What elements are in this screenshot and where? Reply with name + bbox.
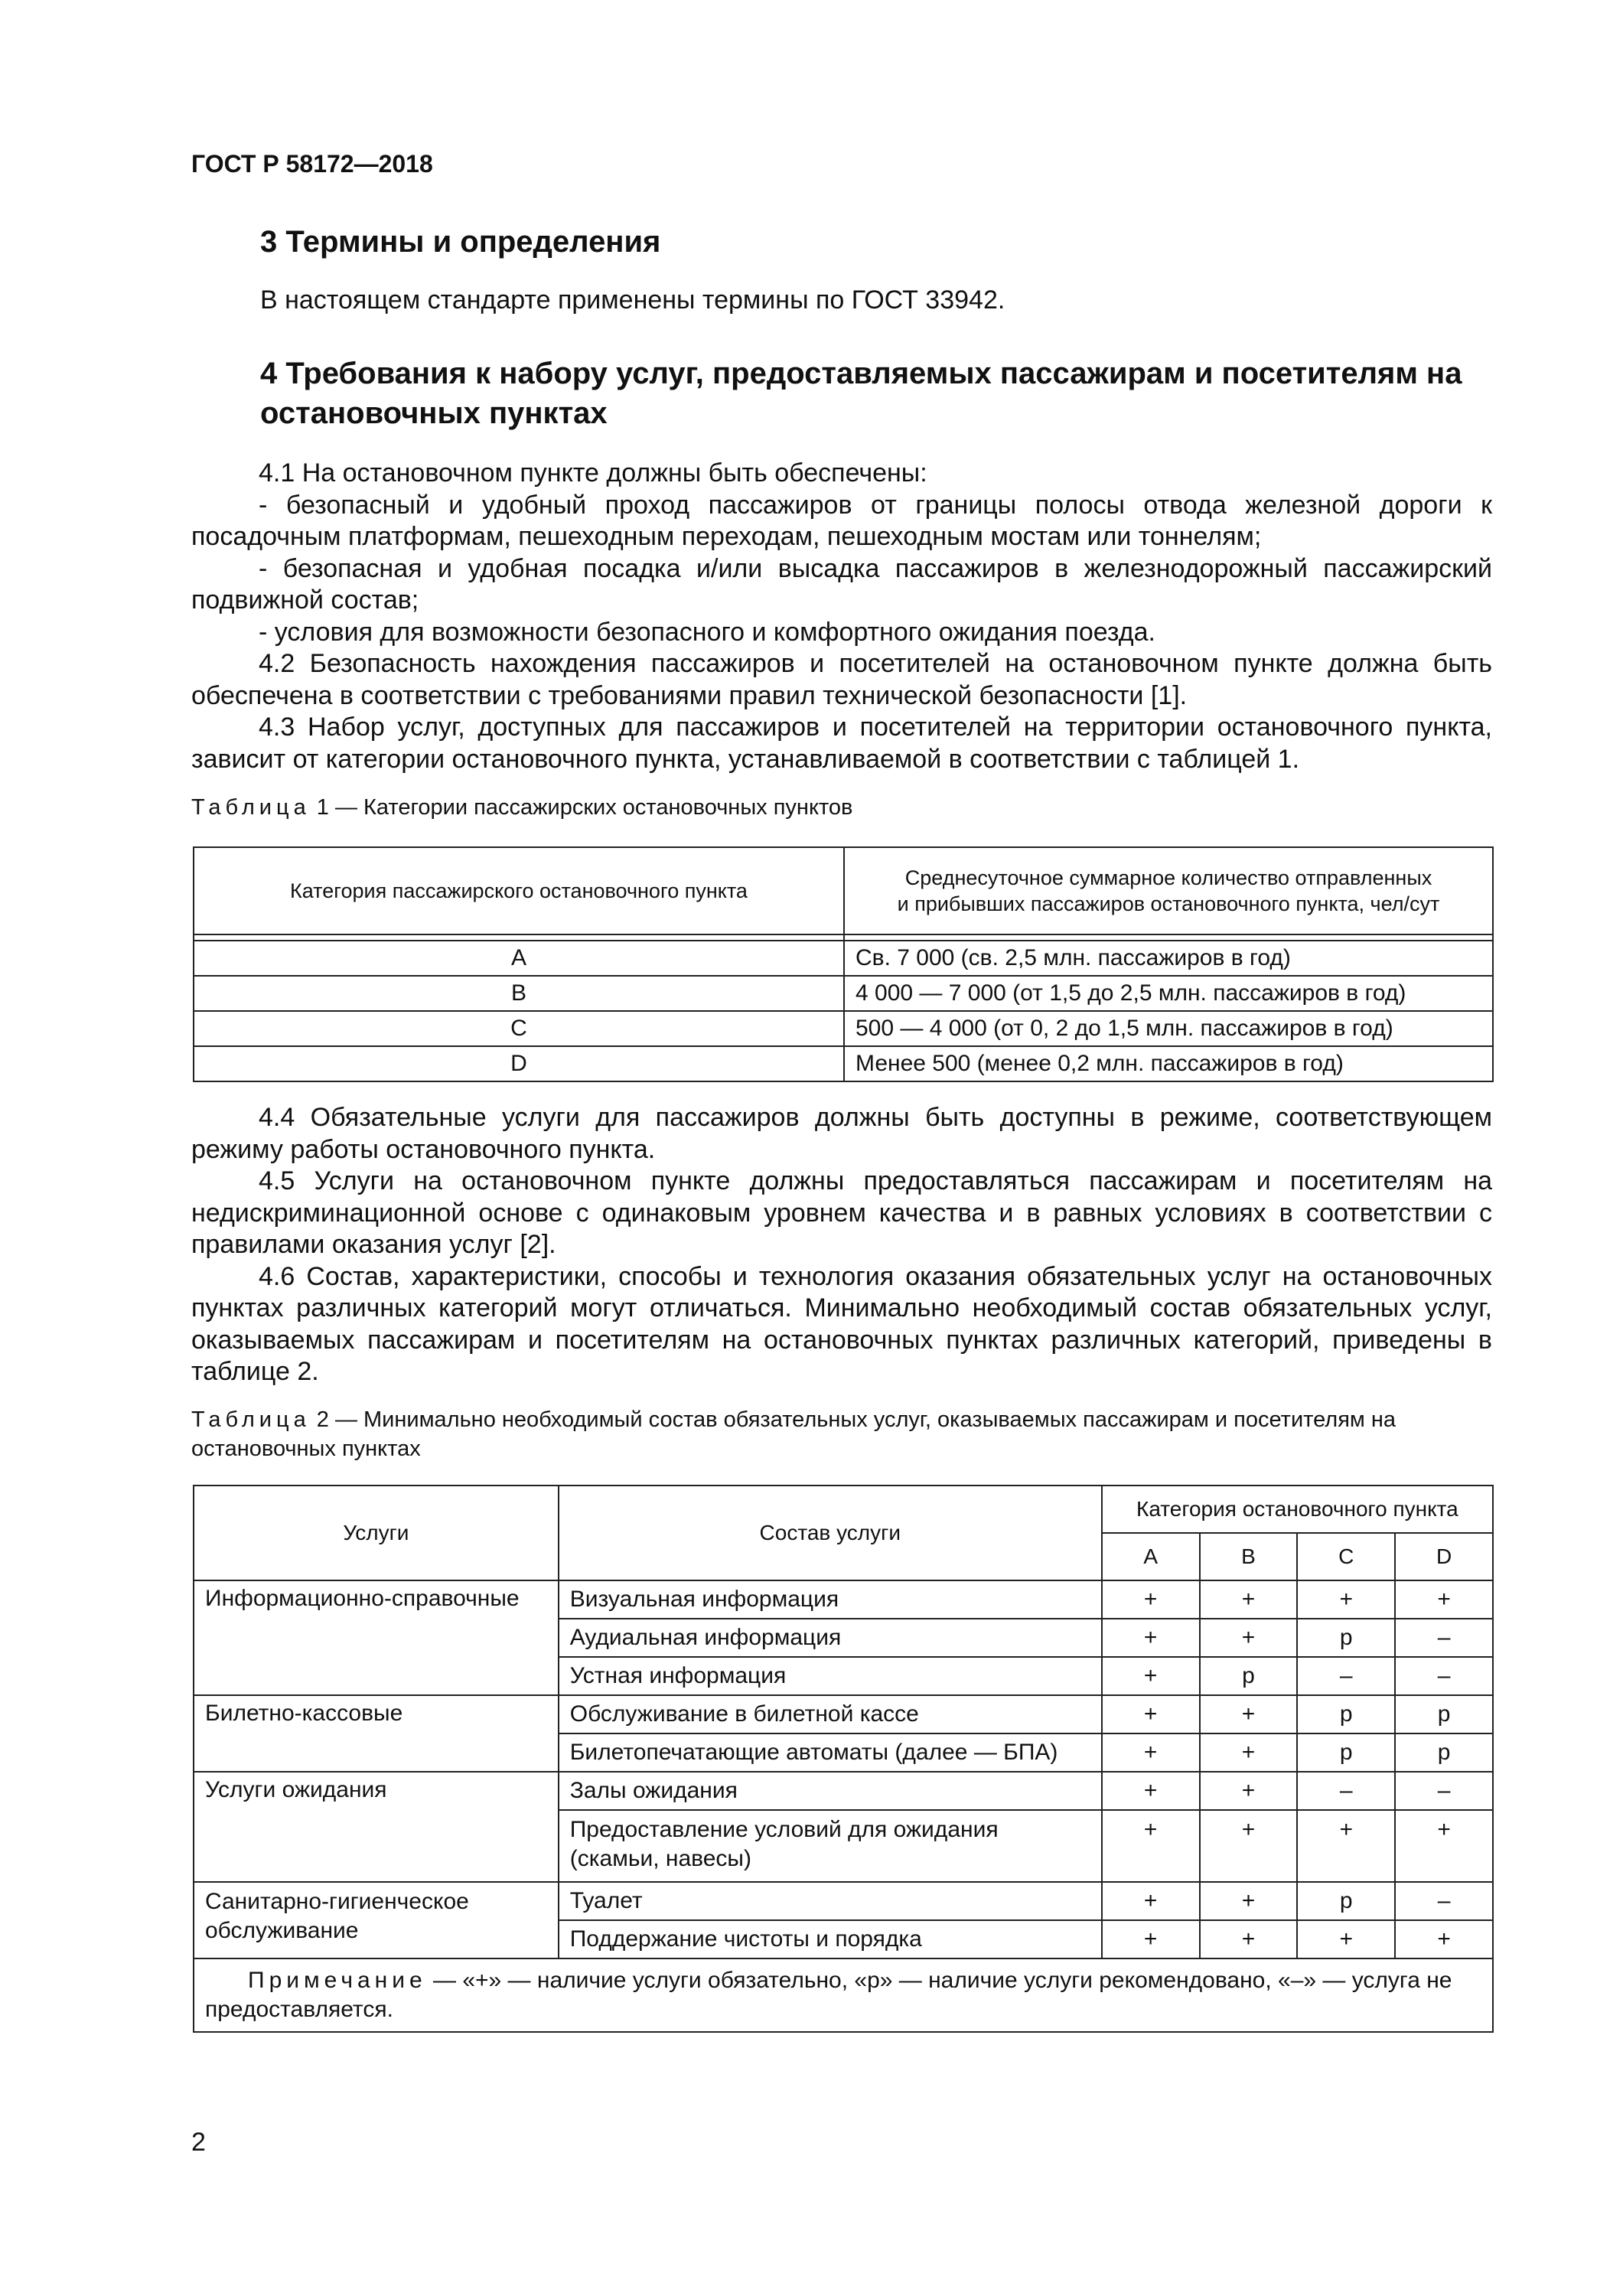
table-2-mark: + <box>1102 1619 1200 1657</box>
table-2-mark: р <box>1395 1695 1493 1733</box>
table-2-mark: + <box>1102 1695 1200 1733</box>
table-2-mark: + <box>1102 1772 1200 1810</box>
table-2-mark: р <box>1297 1619 1395 1657</box>
table-2-mark: + <box>1297 1810 1395 1882</box>
table-2-group-info: Информационно-справочные <box>194 1580 559 1695</box>
bullet-1: - безопасный и удобный проход пассажиров от границы полосы отвода железной дороги к посадочным платформам, пешеходным переходам, пешеходным мостам или тоннелям; <box>191 490 1492 551</box>
table-row <box>194 976 1493 1011</box>
table-2-mark: + <box>1200 1733 1298 1772</box>
table-2-mark: + <box>1102 1810 1200 1882</box>
paragraph-4-6: 4.6 Состав, характеристики, способы и технология оказания обязательных услуг на остановочных пунктах различных категорий могут отличаться. Минимально необходимый состав обязательных услуг, оказываемых пассажирам и посетителям на остановочных пунктах различных категорий, приведены в таблице 2. <box>191 1261 1492 1386</box>
table-row <box>194 1695 1493 1733</box>
table-1-col-passengers: Среднесуточное суммарное количество отправленных и прибывших пассажиров остановочного пункта, чел/сут <box>844 847 1493 934</box>
table-2-mark: – <box>1395 1619 1493 1657</box>
section-4-body-part1 <box>191 458 1492 775</box>
table-2-mark: – <box>1395 1772 1493 1810</box>
table-2-mark: – <box>1395 1882 1493 1920</box>
table-2-mark: + <box>1102 1657 1200 1695</box>
table-2-mark: + <box>1102 1920 1200 1958</box>
table-2-mark: + <box>1102 1882 1200 1920</box>
table-1 <box>193 846 1494 1082</box>
table-2-mark: р <box>1297 1882 1395 1920</box>
paragraph-4-1: 4.1 На остановочном пункте должны быть обеспечены: <box>259 458 927 488</box>
table-2-cat-d: D <box>1395 1533 1493 1580</box>
table-1-cell-value: Св. 7 000 (св. 2,5 млн. пассажиров в год) <box>844 941 1493 976</box>
table-2-note: Примечание — «+» — наличие услуги обязательно, «р» — наличие услуги рекомендовано, «–» — услуга не предоставляется. <box>194 1958 1493 2032</box>
table-2-note-row <box>194 1958 1493 2032</box>
table-2-mark: + <box>1200 1695 1298 1733</box>
table-2-mark: р <box>1395 1733 1493 1772</box>
table-2-item: Обслуживание в билетной кассе <box>559 1695 1102 1733</box>
paragraph-4-3: 4.3 Набор услуг, доступных для пассажиров и посетителей на территории остановочного пункта, зависит от категории остановочного пункта, устанавливаемой в соответствии с таблицей 1. <box>191 713 1492 774</box>
table-2 <box>193 1485 1494 2033</box>
table-2-mark: + <box>1297 1580 1395 1619</box>
table-2-mark: р <box>1297 1695 1395 1733</box>
table-2-cat-c: C <box>1297 1533 1395 1580</box>
section-3-title: 3 Термины и определения <box>260 225 661 259</box>
table-2-mark: + <box>1297 1920 1395 1958</box>
table-2-item: Залы ожидания <box>559 1772 1102 1810</box>
table-row <box>194 1882 1493 1920</box>
bullet-2: - безопасная и удобная посадка и/или высадка пассажиров в железнодорожный пассажирский подвижной состав; <box>191 553 1492 615</box>
table-row <box>194 941 1493 976</box>
table-2-mark: + <box>1200 1580 1298 1619</box>
table-2-mark: – <box>1297 1657 1395 1695</box>
table-row <box>194 1011 1493 1046</box>
table-2-item: Туалет <box>559 1882 1102 1920</box>
table-2-mark: + <box>1395 1580 1493 1619</box>
paragraph-4-2: 4.2 Безопасность нахождения пассажиров и посетителей на остановочном пункте должна быть обеспечена в соответствии с требованиями правил технической безопасности [1]. <box>191 649 1492 710</box>
table-2-group-waiting: Услуги ожидания <box>194 1772 559 1882</box>
table-2-col-composition: Состав услуги <box>559 1486 1102 1580</box>
section-3-text: В настоящем стандарте применены термины по ГОСТ 33942. <box>260 285 1005 315</box>
table-2-mark: – <box>1297 1772 1395 1810</box>
table-1-header-separator <box>194 934 1493 941</box>
table-row <box>194 1772 1493 1810</box>
table-1-cell-value: 500 — 4 000 (от 0, 2 до 1,5 млн. пассажиров в год) <box>844 1011 1493 1046</box>
table-2-mark: + <box>1102 1733 1200 1772</box>
table-1-cell-category: A <box>194 941 844 976</box>
table-1-cell-value: 4 000 — 7 000 (от 1,5 до 2,5 млн. пассажиров в год) <box>844 976 1493 1011</box>
table-2-cat-b: B <box>1200 1533 1298 1580</box>
table-2-mark: + <box>1200 1772 1298 1810</box>
table-2-col-category: Категория остановочного пункта <box>1102 1486 1493 1533</box>
table-2-mark: + <box>1395 1810 1493 1882</box>
table-row <box>194 1046 1493 1081</box>
paragraph-4-5: 4.5 Услуги на остановочном пункте должны предоставляться пассажирам и посетителям на недискриминационной основе с одинаковым уровнем качества и в равных условиях в соответствии с правилами оказания услуг [2]. <box>191 1166 1492 1259</box>
table-1-caption: Таблица 1 — Категории пассажирских остановочных пунктов <box>191 795 853 820</box>
table-2-item: Предоставление условий для ожидания (скамьи, навесы) <box>559 1810 1102 1882</box>
table-2-col-services: Услуги <box>194 1486 559 1580</box>
bullet-3: - условия для возможности безопасного и комфортного ожидания поезда. <box>259 617 1155 647</box>
table-2-mark: + <box>1200 1810 1298 1882</box>
table-2-mark: + <box>1395 1920 1493 1958</box>
table-2-header-row <box>194 1486 1493 1533</box>
table-2-group-sanitary: Санитарно-гигиенческое обслуживание <box>194 1882 559 1958</box>
table-1-cell-category: C <box>194 1011 844 1046</box>
table-2-group-ticket: Билетно-кассовые <box>194 1695 559 1772</box>
table-2-mark: + <box>1200 1920 1298 1958</box>
table-1-col-category: Категория пассажирского остановочного пункта <box>194 847 844 934</box>
table-2-item: Аудиальная информация <box>559 1619 1102 1657</box>
table-1-cell-category: B <box>194 976 844 1011</box>
table-2-cat-a: A <box>1102 1533 1200 1580</box>
table-row <box>194 1580 1493 1619</box>
table-2-caption: Таблица 2 — Минимально необходимый состав обязательных услуг, оказываемых пассажирам и посетителям на остановочных пунктах <box>191 1407 1396 1461</box>
table-2-mark: + <box>1200 1882 1298 1920</box>
table-2-mark: + <box>1102 1580 1200 1619</box>
document-code: ГОСТ Р 58172—2018 <box>191 150 433 178</box>
table-2-item: Билетопечатающие автоматы (далее — БПА) <box>559 1733 1102 1772</box>
table-2-mark: р <box>1297 1733 1395 1772</box>
table-1-cell-value: Менее 500 (менее 0,2 млн. пассажиров в год) <box>844 1046 1493 1081</box>
table-2-item: Визуальная информация <box>559 1580 1102 1619</box>
page-number: 2 <box>191 2128 206 2157</box>
section-4-title: 4 Требования к набору услуг, предоставляемых пассажирам и посетителям на остановочных пунктах <box>260 357 1462 430</box>
table-2-mark: р <box>1200 1657 1298 1695</box>
paragraph-4-4: 4.4 Обязательные услуги для пассажиров должны быть доступны в режиме, соответствующем режиму работы остановочного пункта. <box>191 1103 1492 1164</box>
section-4-body-part2 <box>191 1102 1492 1388</box>
table-1-cell-category: D <box>194 1046 844 1081</box>
table-2-mark: – <box>1395 1657 1493 1695</box>
table-2-item: Поддержание чистоты и порядка <box>559 1920 1102 1958</box>
table-2-mark: + <box>1200 1619 1298 1657</box>
table-2-item: Устная информация <box>559 1657 1102 1695</box>
table-1-header-row <box>194 847 1493 934</box>
